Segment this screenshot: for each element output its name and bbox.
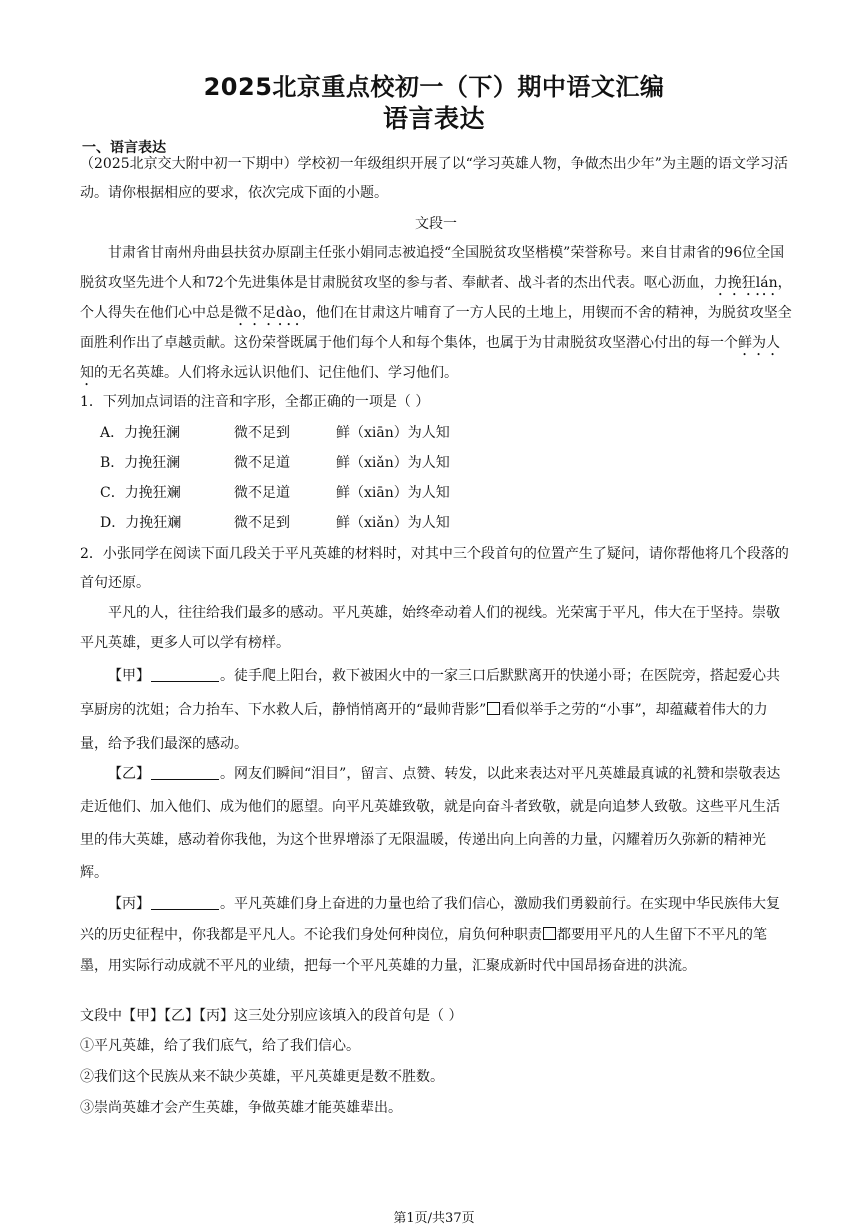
option-word-2: 微不足道	[234, 485, 290, 501]
paragraph-yi: 【乙】 。网友们瞬间“泪目”，留言、点赞、转发，以此来表达对平凡英雄最真诚的礼赞和崇敬表达走近他们、加入他们、成为他们的愿望。向平凡英雄致敬，就是向奋斗者致敬，就是向追梦人致敬。这些平凡生活里的伟大英雄，感动着你我他，为这个世界增添了无限温暖，传递出向上向善的力量，闪耀着历久弥新的精神光辉。	[80, 766, 781, 881]
fill-blank-yi[interactable]	[151, 765, 219, 780]
section-heading: 一、语言表达	[82, 140, 166, 156]
option-letter: A．力挽狂澜	[100, 425, 181, 441]
passage-one: 甘肃省甘南州舟曲县扶贫办原副主任张小娟同志被追授“全国脱贫攻坚楷模”荣誉称号。来自甘肃省的96位全国脱贫攻坚先进个人和72个先进集体是甘肃脱贫攻坚的参与者、奉献者、战斗者的杰出代表。呕心沥血，力挽狂lán，个人得失在他们心中总是微不足dào，他们在甘肃这片哺育了一方人民的土地上，用锲而不舍的精神，为脱贫攻坚全面胜利作出了卓越贡献。这份荣誉既属于他们每个人和每个集体，也属于为甘肃脱贫攻坚潜心付出的每一个鲜为人知的无名英雄。人们将永远认识他们、记住他们、学习他们。	[80, 245, 792, 381]
option-letter: C．力挽狂斓	[100, 485, 181, 501]
choice-1[interactable]: ①平凡英雄，给了我们底气，给了我们信心。	[80, 1038, 360, 1054]
dotted-word-1: 力挽狂lán	[713, 274, 778, 291]
intro-text: （2025北京交大附中初一下期中）学校初一年级组织开展了以“学习英雄人物，争做杰出少年”为主题的语文学习活动。请你根据相应的要求，依次完成下面的小题。	[80, 156, 788, 201]
option-word-2: 微不足到	[234, 425, 290, 441]
option-word-3: 鲜（xiǎn）为人知	[336, 455, 450, 471]
dotted-word-2: 微不足dào	[234, 304, 302, 321]
document-title: 2025北京重点校初一（下）期中语文汇编	[203, 73, 665, 101]
option-letter: B．力挽狂澜	[100, 455, 181, 471]
intro-paragraph	[80, 150, 792, 208]
punctuation-box[interactable]	[543, 927, 556, 940]
paragraph-jia: 【甲】 。徒手爬上阳台，救下被困火中的一家三口后默默离开的快递小哥；在医院旁，搭起爱心共享厨房的沈姐；合力抬车、下水救人后，静悄悄离开的“最帅背影” 看似举手之劳的“小事”，却蕴藏着伟大的力量，给予我们最深的感动。	[80, 668, 780, 752]
option-word-2: 微不足到	[234, 515, 290, 531]
tag-yi: 【乙】	[108, 766, 150, 782]
paragraph-bing: 【丙】 。平凡英雄们身上奋进的力量也给了我们信心，激励我们勇毅前行。在实现中华民族伟大复兴的历史征程中，你我都是平凡人。不论我们身处何种岗位，肩负何种职责 都要用平凡的人生留下不平凡的笔墨，用实际行动成就不平凡的业绩，把每一个平凡英雄的力量，汇聚成新时代中国昂扬奋进的洪流。	[80, 896, 780, 974]
option-word-3: 鲜（xiān）为人知	[336, 425, 450, 441]
choice-2[interactable]: ②我们这个民族从来不缺少英雄，平凡英雄更是数不胜数。	[80, 1069, 444, 1085]
passage-two-intro: 平凡的人，往往给我们最多的感动。平凡英雄，始终牵动着人们的视线。光荣寓于平凡，伟大在于坚持。崇敬平凡英雄，更多人可以学有榜样。	[80, 605, 780, 651]
dotted-word-3: 鲜为人知	[80, 334, 780, 381]
option-letter: D．力挽狂斓	[100, 515, 182, 531]
document-subtitle: 语言表达	[382, 104, 485, 133]
question-2-ask: 文段中【甲】【乙】【丙】这三处分别应该填入的段首句是（ ）	[80, 1008, 463, 1024]
punctuation-box[interactable]	[487, 702, 500, 715]
tag-bing: 【丙】	[108, 896, 150, 912]
option-word-2: 微不足道	[234, 455, 290, 471]
option-word-3: 鲜（xiān）为人知	[336, 485, 450, 501]
fill-blank-bing[interactable]	[151, 895, 219, 910]
option-word-3: 鲜（xiǎn）为人知	[336, 515, 450, 531]
page-number: 第1页/共37页	[393, 1211, 475, 1226]
choice-3[interactable]: ③崇尚英雄才会产生英雄，争做英雄才能英雄辈出。	[80, 1100, 402, 1116]
tag-jia: 【甲】	[108, 668, 150, 684]
passage-label: 文段一	[415, 216, 457, 232]
question-1-stem: 1．下列加点词语的注音和字形，全都正确的一项是（ ）	[80, 394, 430, 410]
question-2-stem: 2．小张同学在阅读下面几段关于平凡英雄的材料时，对其中三个段首句的位置产生了疑问，请你帮他将几个段落的首句还原。	[80, 546, 789, 591]
fill-blank-jia[interactable]	[151, 667, 219, 682]
